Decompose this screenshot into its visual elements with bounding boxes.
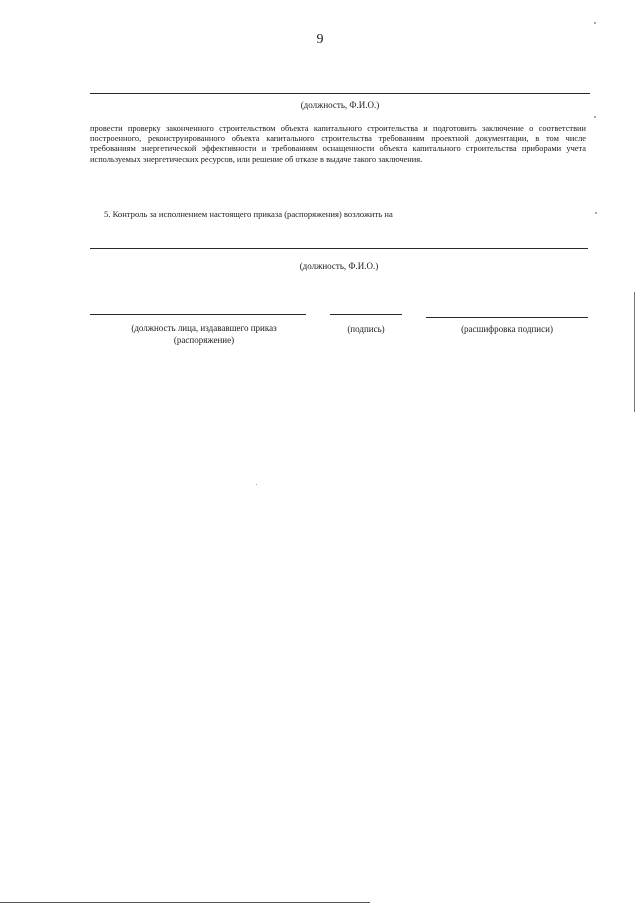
scan-edge-mark (634, 292, 635, 412)
control-responsible-caption: (должность, Ф.И.О.) (299, 261, 379, 271)
scan-speck (594, 116, 596, 118)
scan-speck (595, 212, 597, 214)
scan-speck (594, 22, 596, 24)
control-responsible-line (90, 248, 588, 249)
issuer-position-caption-line-2: (распоряжение) (173, 335, 235, 345)
signature-line (330, 314, 402, 315)
issuer-position-line (90, 314, 306, 315)
inspection-paragraph: провести проверку законченного строительством объекта капитального строительства и подготовить заключение о соответствии построенного, реконструированного объекта капитального строительства требованиям проектной документации, в том числе требованиям энергетической эффективности и требованиям оснащенности объекта капитального строительства приборами учета используемых энергетических ресурсов, или решение об отказе в выдаче такого заключения. (90, 124, 586, 164)
issuer-position-caption-line-1: (должность лица, издававшего приказ (131, 323, 277, 333)
position-fullname-line (90, 93, 590, 94)
position-fullname-caption: (должность, Ф.И.О.) (300, 100, 380, 110)
scan-speck (256, 484, 257, 485)
page-number: 9 (316, 32, 324, 47)
signature-decoding-caption: (расшифровка подписи) (461, 324, 553, 334)
signature-decoding-line (426, 317, 588, 318)
issuer-position-caption (96, 322, 312, 346)
item-5-text: 5. Контроль за исполнением настоящего приказа (распоряжения) возложить на (104, 209, 393, 219)
signature-caption: (подпись) (347, 324, 385, 334)
scan-bottom-edge (0, 902, 370, 903)
